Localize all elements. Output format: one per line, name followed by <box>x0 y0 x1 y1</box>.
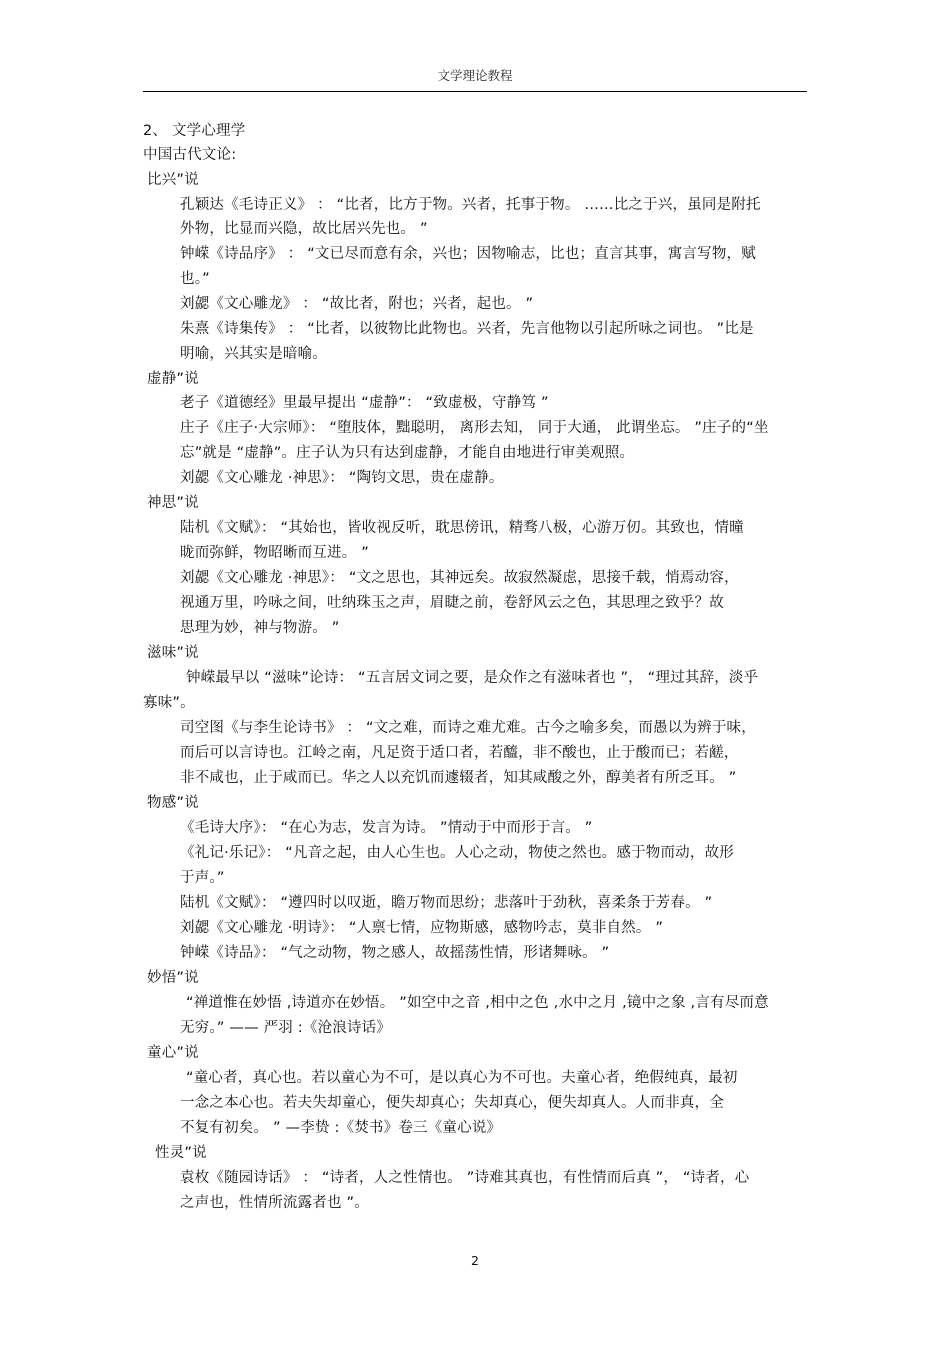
text-line: 刘勰《文心雕龙 ·明诗》： “人禀七情，应物斯感，感物吟志，莫非自然。 ” <box>180 920 664 936</box>
text-line: 庄子《庄子·大宗师》： “堕肢体，黜聪明， 离形去知， 同于大通， 此谓坐忘。 ”庄子的“坐 <box>180 420 769 436</box>
section-title: 2、 文学心理学 <box>143 123 246 139</box>
heading-bixing: 比兴”说 <box>147 172 199 188</box>
text-line: 无穷。” —— 严羽 :《沧浪诗话》 <box>180 1020 392 1036</box>
text-line: 刘勰《文心雕龙》 ： “故比者，附也；兴者，起也。 ” <box>180 296 534 312</box>
text-line: 钟嵘最早以 “滋味”论诗： “五言居文词之要，是众作之有滋味者也 ”， “理过其辞，淡乎 <box>186 670 759 686</box>
text-line: 非不咸也，止于咸而已。华之人以充饥而遽辍者，知其咸酸之外，醇美者有所乏耳。 ” <box>180 770 737 786</box>
text-line: “童心者，真心也。若以童心为不可，是以真心为不可也。夫童心者，绝假纯真，最初 <box>186 1070 738 1086</box>
text-line: 司空图《与李生论诗书》 ： “文之难，而诗之难尤难。古今之喻多矣，而愚以为辨于味， <box>180 720 756 736</box>
text-line: 孔颖达《毛诗正义》 ： “比者，比方于物。兴者，托事于物。 ……比之于兴，虽同是附托 <box>180 197 761 213</box>
text-line: 思理为妙，神与物游。 ” <box>180 620 340 636</box>
heading-xingling: 性灵”说 <box>155 1145 207 1161</box>
heading-shensi: 神思”说 <box>147 495 199 511</box>
text-line: 不复有初矣。 ” —李贽 :《焚书》卷三《童心说》 <box>180 1120 502 1136</box>
text-line: 昽而弥鲜，物昭晰而互进。 ” <box>180 545 369 561</box>
header-rule <box>143 91 807 92</box>
text-line: 刘勰《文心雕龙 ·神思》： “陶钧文思，贵在虚静。 <box>180 470 504 486</box>
text-line: 刘勰《文心雕龙 ·神思》： “文之思也，其神远矣。故寂然凝虑，思接千载，悄焉动容， <box>180 570 739 586</box>
text-line: 明喻，兴其实是暗喻。 <box>180 346 327 362</box>
text-line: 于声。” <box>180 870 225 886</box>
heading-xujing: 虚静”说 <box>147 371 199 387</box>
page-header-title: 文学理论教程 <box>437 68 513 83</box>
page-number: 2 <box>471 1253 479 1268</box>
text-line: 一念之本心也。若夫失却童心，便失却真心；失却真心，便失却真人。人而非真，全 <box>180 1095 724 1111</box>
text-line: 《毛诗大序》： “在心为志，发言为诗。 ”情动于中而形于言。 ” <box>180 820 593 836</box>
text-line: 寡味”。 <box>143 695 195 711</box>
text-line: 忘”就是 “虚静”。庄子认为只有达到虚静，才能自由地进行审美观照。 <box>180 445 635 461</box>
text-line: 陆机《文赋》： “其始也，皆收视反听，耽思傍讯，精骛八极，心游万仞。其致也，情曈 <box>180 520 744 536</box>
subtitle: 中国古代文论: <box>143 147 237 163</box>
heading-tongxin: 童心”说 <box>147 1045 199 1061</box>
text-line: 之声也，性情所流露者也 ”。 <box>180 1195 369 1211</box>
heading-ziwei: 滋味”说 <box>147 645 199 661</box>
heading-miaowu: 妙悟”说 <box>147 970 199 986</box>
text-line: 朱熹《诗集传》 ： “比者，以彼物比此物也。兴者，先言他物以引起所咏之词也。 ”比是 <box>180 321 754 337</box>
text-line: 老子《道德经》里最早提出 “虚静”： “致虚极，守静笃 ” <box>180 395 549 411</box>
text-line: 钟嵘《诗品》： “气之动物，物之感人，故摇荡性情，形诸舞咏。 ” <box>180 945 610 961</box>
text-line: 视通万里，吟咏之间，吐纳珠玉之声，眉睫之前，卷舒风云之色，其思理之致乎？故 <box>180 595 724 611</box>
text-line: 袁枚《随园诗话》 ： “诗者，人之性情也。 ”诗难其真也，有性情而后真 ”， “诗者，心 <box>180 1170 750 1186</box>
text-line: 而后可以言诗也。江岭之南，凡足资于适口者，若醯，非不酸也，止于酸而已；若鹾， <box>180 745 739 761</box>
text-line: 外物，比显而兴隐，故比居兴先也。 ” <box>180 221 428 237</box>
text-line: 钟嵘《诗品序》 ： “文已尽而意有余，兴也；因物喻志，比也；直言其事，寓言写物，赋 <box>180 246 756 262</box>
text-line: 《礼记·乐记》： “凡音之起，由人心生也。人心之动，物使之然也。感于物而动，故形 <box>180 845 734 861</box>
text-line: 也。” <box>180 271 210 287</box>
text-line: 陆机《文赋》： “遵四时以叹逝，瞻万物而思纷；悲落叶于劲秋，喜柔条于芳春。 ” <box>180 895 713 911</box>
text-line: “禅道惟在妙悟 ,诗道亦在妙悟。 ”如空中之音 ,相中之色 ,水中之月 ,镜中之象 ,言有尽而意 <box>186 995 769 1011</box>
heading-wugan: 物感”说 <box>147 795 199 811</box>
